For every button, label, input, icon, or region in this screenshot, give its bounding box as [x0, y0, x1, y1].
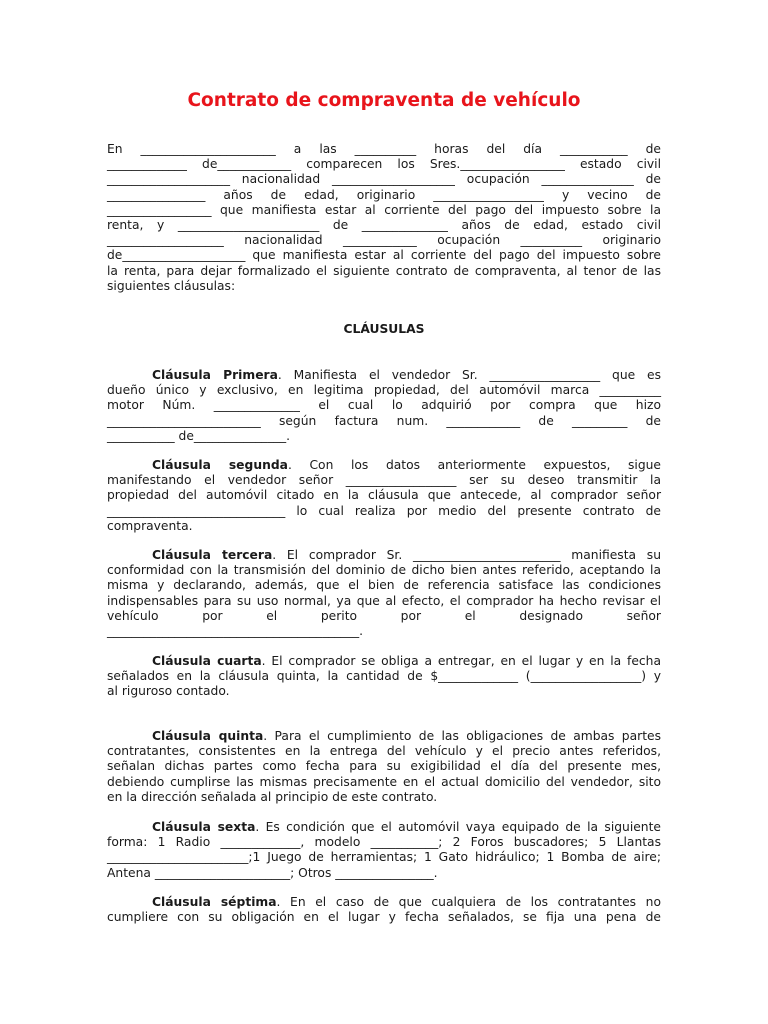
clause-line: motor Núm. ______________ el cual lo adquirió por compra que hizo [107, 398, 661, 413]
clause-cuarta [107, 654, 661, 700]
clause-label: Cláusula tercera [152, 548, 273, 562]
clause-quinta [107, 729, 661, 805]
clause-line: en la dirección señalada al principio de este contrato. [107, 789, 438, 804]
clause-line: al riguroso contado. [107, 684, 230, 699]
clause-line: contratantes, consistentes en la entrega del vehículo y el precio antes referidos, [107, 744, 661, 759]
clause-first-text: . Es condición que el automóvil vaya equipado de la siguiente [255, 820, 661, 834]
intro-line: la renta, para dejar formalizado el siguiente contrato de compraventa, al tenor de las [107, 263, 661, 278]
intro-line: _____________ de____________ comparecen los Sres._________________ estado civil [107, 157, 661, 172]
clause-line: debiendo cumplirse las mismas precisamente en el actual domicilio del vendedor, sito [107, 774, 661, 789]
clause-primera [107, 368, 661, 444]
clause-line: compraventa. [107, 518, 193, 533]
clause-line: _____________________________ lo cual realiza por medio del presente contrato de [107, 503, 661, 518]
clause-line: Antena ______________________; Otros ________________. [107, 865, 438, 880]
clause-tercera [107, 548, 661, 639]
clause-first-text: . El comprador se obliga a entregar, en el lugar y en la fecha [261, 654, 661, 668]
clause-line: misma y declarando, además, que el bien de referencia satisface las condiciones [107, 578, 661, 593]
clause-first-line [107, 729, 661, 744]
clause-line: ___________ de_______________. [107, 428, 291, 443]
clause-line: forma: 1 Radio _____________, modelo ___________; 2 Foros buscadores; 5 Llantas [107, 835, 661, 850]
intro-line: _________________ que manifiesta estar al corriente del pago del impuesto sobre la [107, 202, 661, 217]
intro-line: renta, y _______________________ de ______________ años de edad, estado civil [107, 218, 661, 233]
clause-first-text: . El comprador Sr. ________________________ manifiesta su [272, 548, 662, 562]
clause-line: señalan dichas partes como fecha para su exigibilidad el día del presente mes, [107, 759, 661, 774]
clause-first-line [107, 368, 661, 383]
clause-segunda [107, 458, 661, 534]
clause-first-text: . Manifiesta el vendedor Sr. __________________ que es [277, 368, 661, 382]
clause-label: Cláusula cuarta [152, 654, 262, 668]
clause-first-line [107, 458, 661, 473]
clause-first-line [107, 820, 661, 835]
clause-first-text: . En el caso de que cualquiera de los contratantes no [276, 895, 662, 909]
intro-line: ________________ años de edad, originario __________________ y vecino de [107, 187, 661, 202]
clause-first-text: . Para el cumplimiento de las obligaciones de ambas partes [263, 729, 661, 743]
clause-line: _________________________ según factura num. ____________ de _________ de [107, 413, 661, 428]
intro-line: ___________________ nacionalidad ____________ ocupación __________ originario [107, 233, 661, 248]
clause-line: manifestando el vendedor señor __________________ ser su deseo transmitir la [107, 473, 661, 488]
clause-line: _________________________________________. [107, 624, 363, 639]
clause-label: Cláusula séptima [152, 895, 277, 909]
clause-sexta [107, 820, 661, 881]
clause-line: _______________________;1 Juego de herramientas; 1 Gato hidráulico; 1 Bomba de aire; [107, 850, 661, 865]
document-title: Contrato de compraventa de vehículo [187, 90, 581, 111]
clause-line: cumpliere con su obligación en el lugar y fecha señalados, se fija una pena de [107, 910, 661, 925]
intro-line: ____________________ nacionalidad ____________________ ocupación _______________ de [107, 172, 661, 187]
clause-label: Cláusula quinta [152, 729, 264, 743]
clause-first-line [107, 895, 661, 910]
clauses-heading: CLÁUSULAS [343, 322, 425, 336]
clause-label: Cláusula sexta [152, 820, 256, 834]
clause-line: dueño único y exclusivo, en legitima propiedad, del automóvil marca __________ [107, 383, 661, 398]
clause-line: propiedad del automóvil citado en la cláusula que antecede, al comprador señor [107, 488, 661, 503]
intro-line: siguientes cláusulas: [107, 278, 236, 293]
clause-label: Cláusula segunda [152, 458, 288, 472]
clause-first-text: . Con los datos anteriormente expuestos, sigue [287, 458, 661, 472]
clause-first-line [107, 654, 661, 669]
clause-line: indispensables para su uso normal, ya que al efecto, el comprador ha hecho revisar el [107, 593, 661, 608]
intro-line: de____________________ que manifiesta estar al corriente del pago del impuesto sobre [107, 248, 661, 263]
intro-line: En ______________________ a las __________ horas del día ___________ de [107, 142, 661, 156]
intro-paragraph [107, 142, 661, 294]
clause-line: vehículo por el perito por el designado señor [107, 608, 661, 623]
clause-first-line [107, 548, 661, 563]
clause-line: señalados en la cláusula quinta, la cantidad de $_____________ (__________________) y [107, 669, 661, 684]
clause-line: conformidad con la transmisión del dominio de dicho bien antes referido, aceptando la [107, 563, 661, 578]
clause-septima [107, 895, 661, 925]
clause-label: Cláusula Primera [152, 368, 278, 382]
